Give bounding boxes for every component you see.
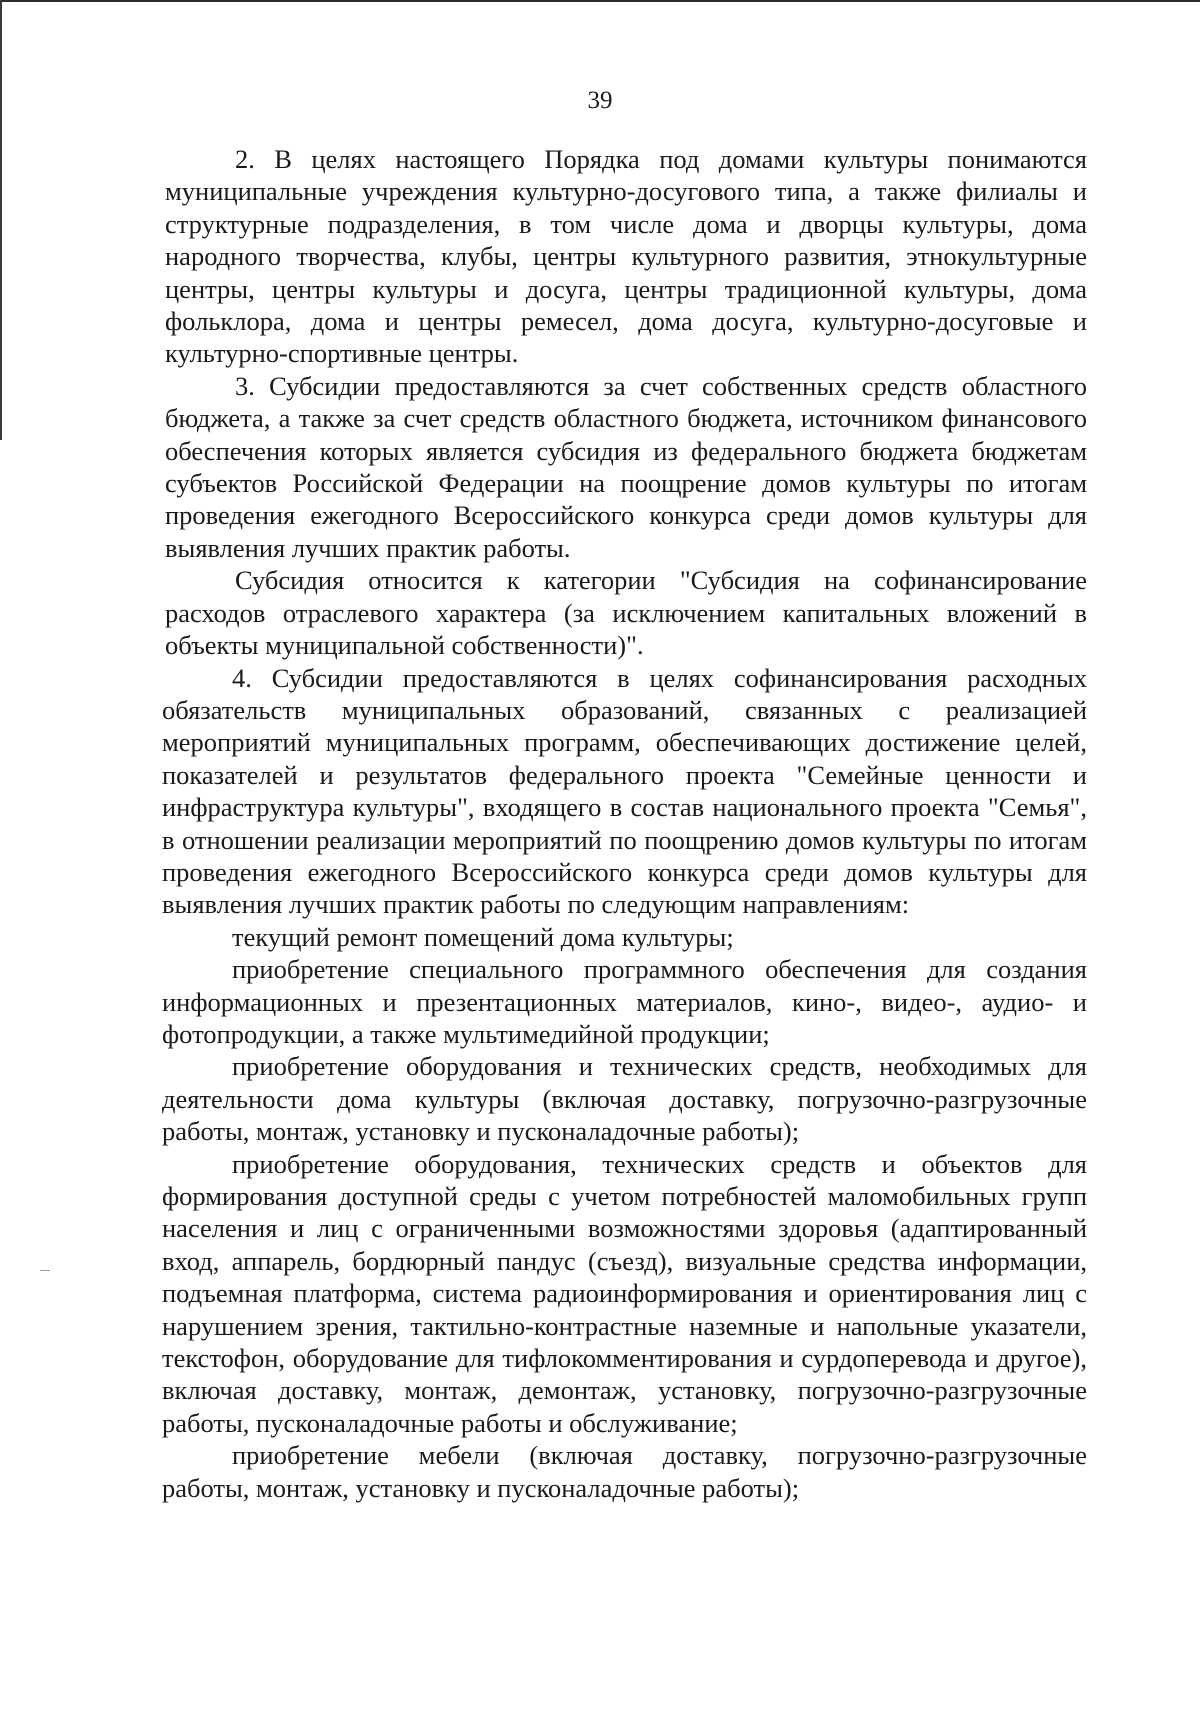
scan-left-edge — [0, 0, 2, 440]
list-item-software: приобретение специального программного обеспечения для создания информационных и презентационных материалов, кино-, видео-, аудио- и фотопродукции, а также мультимедийной продукции; — [162, 954, 1087, 1049]
paragraph-3-subsidy-sources: 3. Субсидии предоставляются за счет собственных средств областного бюджета, а также за счет средств областного бюджета, источником финансового обеспечения которых является субсидия из федерального бюджета бюджетам субъектов Российской Федерации на поощрение домов культуры по итогам проведения ежегодного Всероссийского конкурса среди домов культуры для выявления лучших практик работы. — [165, 370, 1087, 563]
document-body — [162, 143, 1087, 1504]
scan-mark — [40, 1270, 50, 1271]
list-item-equipment: приобретение оборудования и технических средств, необходимых для деятельности дома культуры (включая доставку, погрузочно-разгрузочные работы, монтаж, установку и пусконаладочные работы); — [162, 1051, 1087, 1147]
paragraph-2-definition: 2. В целях настоящего Порядка под домами культуры понимаются муниципальные учреждения культурно-досугового типа, а также филиалы и структурные подразделения, в том числе дома и дворцы культуры, дома народного творчества, клубы, центры культурного развития, этнокультурные центры, центры культуры и досуга, центры традиционной культуры, дома фольклора, дома и центры ремесел, дома досуга, культурно-досуговые и культурно-спортивные центры. — [165, 144, 1087, 369]
list-item-accessible-environment: приобретение оборудования, технических средств и объектов для формирования доступной среды с учетом потребностей маломобильных групп населения и лиц с ограниченными возможностями здоровья (адаптированный вход, аппарель, бордюрный пандус (съезд), визуальные средства информации, подъемная платформа, система радиоинформирования и ориентирования лиц с нарушением зрения, тактильно-контрастные наземные и напольные указатели, текстофон, оборудование для тифлокомментирования и сурдоперевода и другое), включая доставку, монтаж, демонтаж, установку, погрузочно-разгрузочные работы, пусконаладочные работы и обслуживание; — [162, 1148, 1087, 1438]
page-number: 39 — [587, 87, 613, 114]
list-item-repair: текущий ремонт помещений дома культуры; — [232, 921, 734, 952]
scan-top-edge — [0, 0, 1200, 2]
paragraph-subsidy-category: Субсидия относится к категории "Субсидия на софинансирование расходов отраслевого характера (за исключением капитальных вложений в объекты муниципальной собственности)". — [165, 565, 1087, 661]
list-item-furniture: приобретение мебели (включая доставку, погрузочно-разгрузочные работы, монтаж, установку и пусконаладочные работы); — [162, 1440, 1087, 1503]
paragraph-4-purpose: 4. Субсидии предоставляются в целях софинансирования расходных обязательств муниципальных образований, связанных с реализацией мероприятий муниципальных программ, обеспечивающих достижение целей, показателей и результатов федерального проекта "Семейные ценности и инфраструктура культуры", входящего в состав национального проекта "Семья", в отношении реализации мероприятий по поощрению домов культуры по итогам проведения ежегодного Всероссийского конкурса среди домов культуры для выявления лучших практик работы по следующим направлениям: — [162, 662, 1087, 920]
